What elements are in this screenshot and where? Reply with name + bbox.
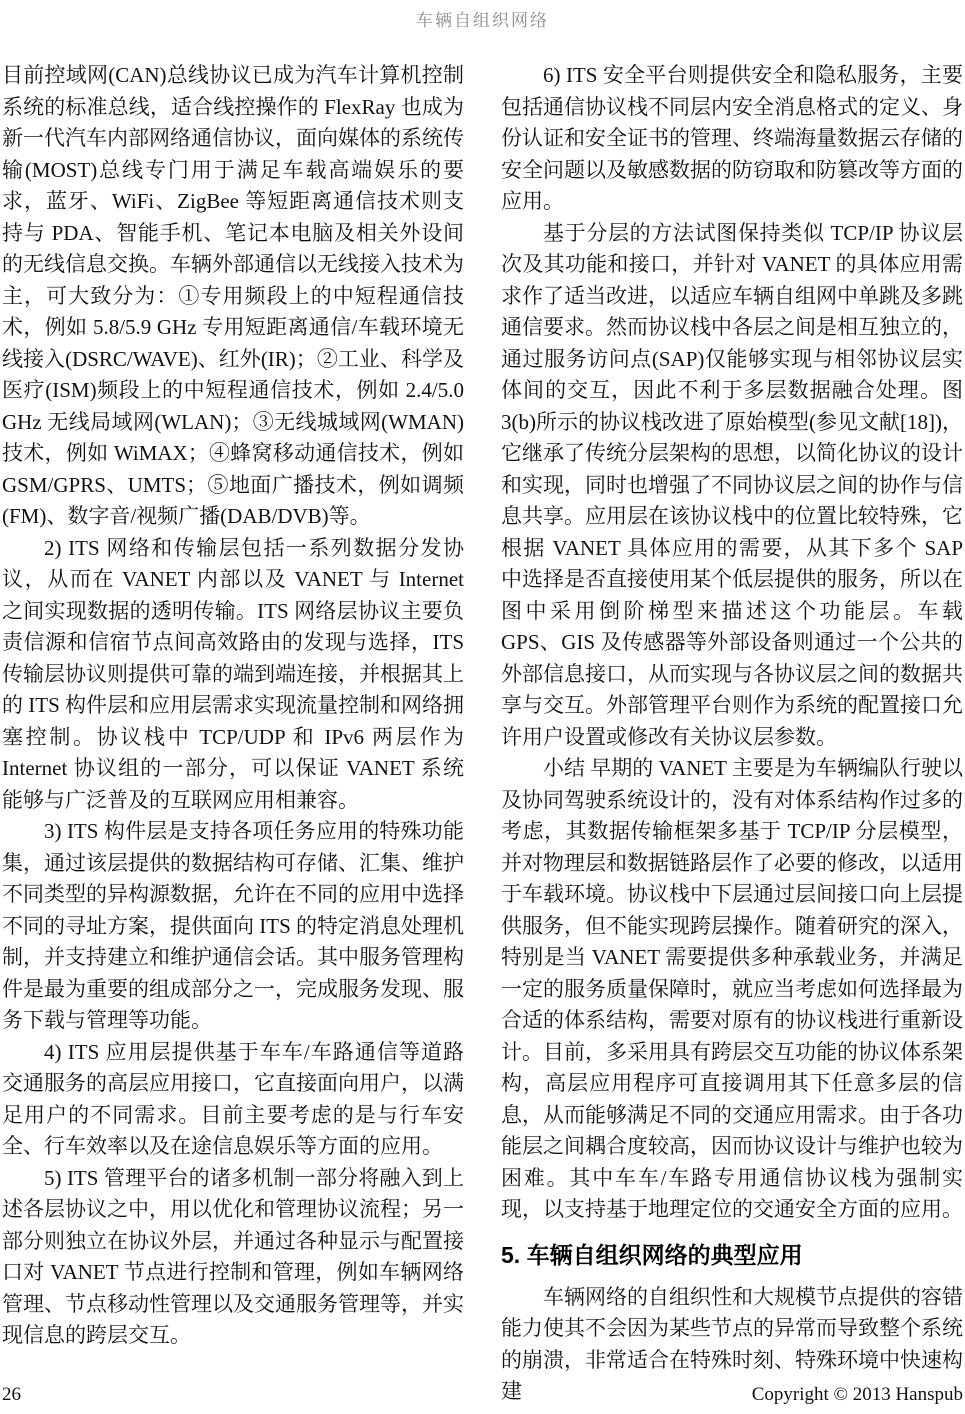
paragraph: 6) ITS 安全平台则提供安全和隐私服务，主要包括通信协议栈不同层内安全消息格式的定义、身份认证和安全证书的管理、终端海量数据云存储的安全问题以及敏感数据的防窃取和防篡改等方面的应用。 [501,63,963,213]
paragraph: 2) ITS 网络和传输层包括一系列数据分发协议，从而在 VANET 内部以及 VANET 与 Internet 之间实现数据的透明传输。ITS 网络层协议主要负责信源和信宿节点间高效路由的发现与选择，ITS 传输层协议则提供可靠的端到端连接，并根据其上的 ITS 构件层和应用层需求实现流量控制和网络拥塞控制。协议栈中 TCP/UDP 和 IPv6 两层作为 Internet 协议组的一部分，可以保证 VANET 系统能够与广泛普及的互联网应用相兼容。 [2,535,464,812]
paragraph: 小结 早期的 VANET 主要是为车辆编队行驶以及协同驾驶系统设计的，没有对体系结构作过多的考虑，其数据传输框架多基于 TCP/IP 分层模型，并对物理层和数据链路层作了必要的修改，以适用于车载环境。协议栈中下层通过层间接口向上层提供服务，但不能实现跨层操作。随着研究的深入，特别是当 VANET 需要提供多种承载业务，并满足一定的服务质量保障时，就应当考虑如何选择最为合适的体系结构，需要对原有的协议栈进行重新设计。目前，多采用具有跨层交互功能的协议体系架构，高层应用程序可直接调用其下任意多层的信息，从而能够满足不同的交通应用需求。由于各功能层之间耦合度较高，因而协议设计与维护也较为困难。其中车车/车路专用通信协议栈为强制实现，以支持基于地理定位的交通安全方面的应用。 [501,756,963,1221]
paragraph: 车辆网络的自组织性和大规模节点提供的容错能力使其不会因为某些节点的异常而导致整个系统的崩溃，非常适合在特殊时刻、特殊环境中快速构建 [501,1284,963,1403]
page-number: 26 [2,1384,21,1405]
paragraph: 4) ITS 应用层提供基于车车/车路通信等道路交通服务的高层应用接口，它直接面向用户，以满足用户的不同需求。目前主要考虑的是与行车安全、行车效率以及在途信息娱乐等方面的应用。 [2,1039,464,1158]
right-column [501,60,963,1408]
two-column-body [2,60,963,1408]
section-heading: 5. 车辆自组织网络的典型应用 [501,1241,803,1268]
page-footer [2,1384,963,1406]
running-header-title: 车辆自组织网络 [416,11,549,30]
paragraph: 基于分层的方法试图保持类似 TCP/IP 协议层次及其功能和接口，并针对 VANET 的具体应用需求作了适当改进，以适应车辆自组网中单跳及多跳通信要求。然而协议栈中各层之间是相互独立的，通过服务访问点(SAP)仅能够实现与相邻协议层实体间的交互，因此不利于多层数据融合处理。图 3(b)所示的协议栈改进了原始模型(参见文献[18])，它继承了传统分层架构的思想，以简化协议的设计和实现，同时也增强了不同协议层之间的协作与信息共享。应用层在该协议栈中的位置比较特殊，它根据 VANET 具体应用的需要，从其下多个 SAP 中选择是否直接使用某个低层提供的服务，所以在图中采用倒阶梯型来描述这个功能层。车载 GPS、GIS 及传感器等外部设备则通过一个公共的外部信息接口，从而实现与各协议层之间的数据共享与交互。外部管理平台则作为系统的配置接口允许用户设置或修改有关协议层参数。 [501,220,963,749]
paragraph: 3) ITS 构件层是支持各项任务应用的特殊功能集，通过该层提供的数据结构可存储、汇集、维护不同类型的异构源数据，允许在不同的应用中选择不同的寻址方案，提供面向 ITS 的特定消息处理机制，并支持建立和维护通信会话。其中服务管理构件是最为重要的组成部分之一，完成服务发现、服务下载与管理等功能。 [2,819,464,1032]
left-column [2,60,464,1408]
paragraph: 目前控域网(CAN)总线协议已成为汽车计算机控制系统的标准总线，适合线控操作的 FlexRay 也成为新一代汽车内部网络通信协议，面向媒体的系统传输(MOST)总线专门用于满足车载高端娱乐的要求，蓝牙、WiFi、ZigBee 等短距离通信技术则支持与 PDA、智能手机、笔记本电脑及相关外设间的无线信息交换。车辆外部通信以无线接入技术为主，可大致分为：①专用频段上的中短程通信技术，例如 5.8/5.9 GHz 专用短距离通信/车载环境无线接入(DSRC/WAVE)、红外(IR)；②工业、科学及医疗(ISM)频段上的中短程通信技术，例如 2.4/5.0 GHz 无线局域网(WLAN)；③无线城域网(WMAN)技术，例如 WiMAX；④蜂窝移动通信技术，例如 GSM/GPRS、UMTS；⑤地面广播技术，例如调频(FM)、数字音/视频广播(DAB/DVB)等。 [2,63,464,528]
paragraph: 5) ITS 管理平台的诸多机制一部分将融入到上述各层协议之中，用以优化和管理协议流程；另一部分则独立在协议外层，并通过各种显示与配置接口对 VANET 节点进行控制和管理，例如车辆网络管理、节点移动性管理以及交通服务管理等，并实现信息的跨层交互。 [2,1165,464,1347]
copyright-notice: Copyright © 2013 Hanspub [751,1384,963,1405]
